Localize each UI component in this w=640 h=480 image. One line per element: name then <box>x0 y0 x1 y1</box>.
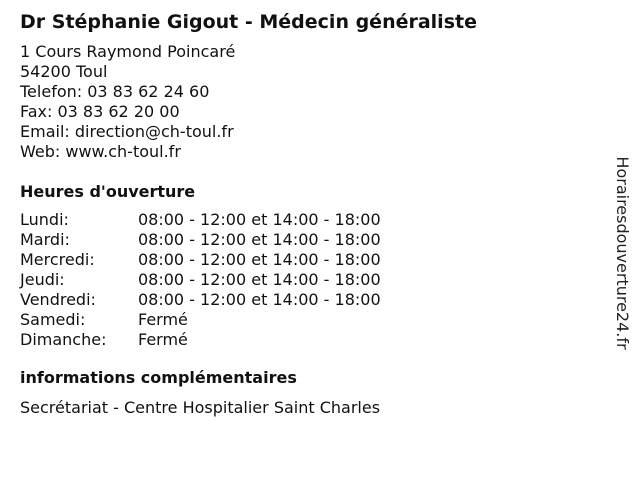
additional-info-text: Secrétariat - Centre Hospitalier Saint Charles <box>20 398 381 417</box>
hours-row-saturday <box>20 310 600 330</box>
address-city: 54200 Toul <box>20 62 108 81</box>
hours-row-tuesday <box>20 230 600 250</box>
contact-block <box>20 42 600 162</box>
hours-value: 08:00 - 12:00 et 14:00 - 18:00 <box>138 230 381 249</box>
hours-value: Fermé <box>138 310 188 329</box>
day-label: Lundi: <box>20 210 69 229</box>
day-label: Samedi: <box>20 310 86 329</box>
hours-row-friday <box>20 290 600 310</box>
opening-hours-table <box>20 210 600 350</box>
day-label: Vendredi: <box>20 290 96 309</box>
hours-row-wednesday <box>20 250 600 270</box>
phone-line: Telefon: 03 83 62 24 60 <box>20 82 210 101</box>
day-label: Dimanche: <box>20 330 107 349</box>
fax-line: Fax: 03 83 62 20 00 <box>20 102 180 121</box>
day-label: Mercredi: <box>20 250 95 269</box>
email-line: Email: direction@ch-toul.fr <box>20 122 234 141</box>
additional-info-heading: informations complémentaires <box>20 368 297 387</box>
business-title: Dr Stéphanie Gigout - Médecin généraliste <box>20 11 477 33</box>
web-line: Web: www.ch-toul.fr <box>20 142 181 161</box>
hours-value: 08:00 - 12:00 et 14:00 - 18:00 <box>138 290 381 309</box>
hours-value: 08:00 - 12:00 et 14:00 - 18:00 <box>138 210 381 229</box>
hours-value: 08:00 - 12:00 et 14:00 - 18:00 <box>138 270 381 289</box>
address-street: 1 Cours Raymond Poincaré <box>20 42 236 61</box>
business-card <box>20 10 600 418</box>
day-label: Jeudi: <box>20 270 65 289</box>
site-watermark: Horairesdouverture24.fr <box>613 156 632 350</box>
hours-row-monday <box>20 210 600 230</box>
hours-value: Fermé <box>138 330 188 349</box>
day-label: Mardi: <box>20 230 70 249</box>
hours-value: 08:00 - 12:00 et 14:00 - 18:00 <box>138 250 381 269</box>
opening-hours-heading: Heures d'ouverture <box>20 182 196 201</box>
hours-row-thursday <box>20 270 600 290</box>
hours-row-sunday <box>20 330 600 350</box>
